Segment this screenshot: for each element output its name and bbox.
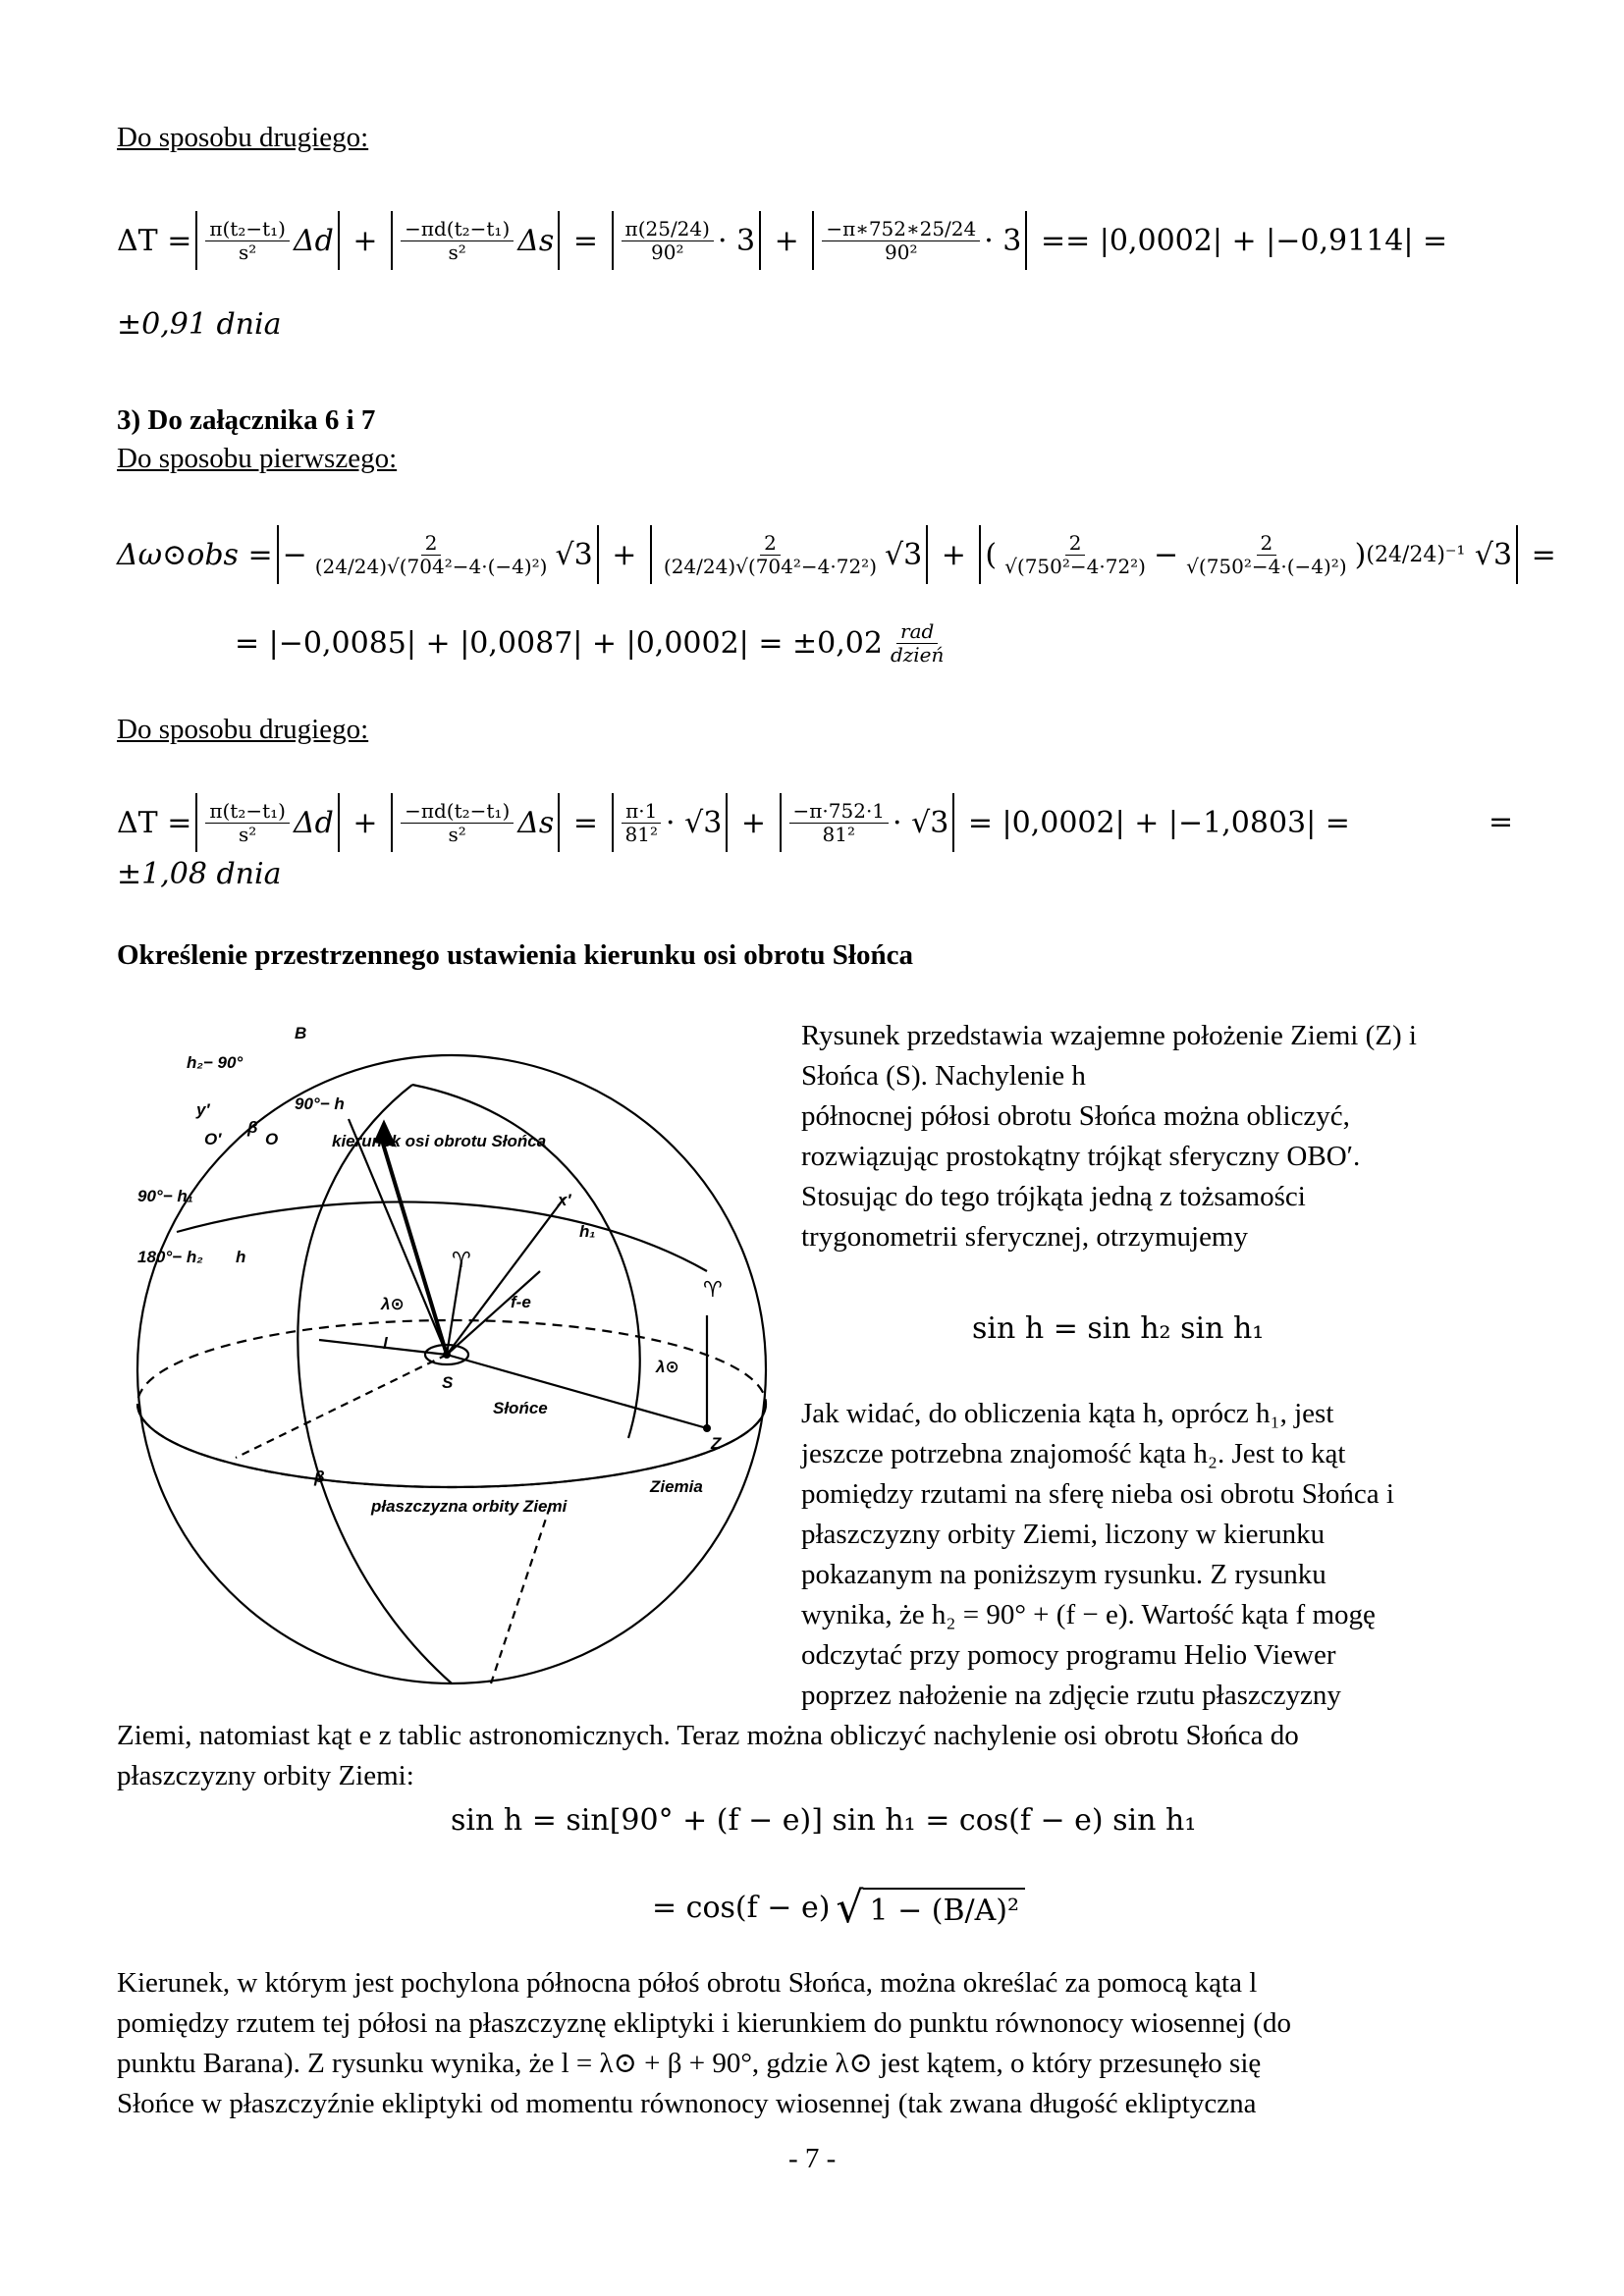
eq1-t3-den: 90²	[651, 240, 684, 264]
rotation-axis	[383, 1144, 447, 1355]
right2-line-4: płaszczyzny orbity Ziemi, liczony w kierunku	[801, 1519, 1326, 1550]
eq3-t2-var: Δs	[517, 805, 555, 840]
eq1-t4-mult: · 3	[984, 223, 1022, 258]
fig-label-S: S	[442, 1373, 454, 1392]
fig-label-Z: Z	[711, 1434, 722, 1453]
section-3-title: 3) Do załącznika 6 i 7	[117, 404, 376, 436]
right2-line-2: jeszcze potrzebna znajomość kąta h₂. Jest to kąt	[801, 1438, 1346, 1469]
formula-cos-root	[652, 1883, 1025, 1933]
formula-3-left: = cos(f − e)	[652, 1891, 831, 1925]
right-line-5: Stosując do tego trójkąta jedną z tożsamości	[801, 1181, 1306, 1212]
line-y	[349, 1119, 447, 1355]
right-column-paragraph-2	[801, 1394, 1528, 1716]
equation-delta-t-2: ΔT = $\frac{\text{π(t₂−t₁)}}{\text{s²}}$ Δd + $\frac{\text{−πd(t₂−t₁)}}{\text{s²}}$ Δs = $\frac{\pi\cdot 1}{\text{81²}}$ · √3 + $\frac{-\pi\cdot 752\cdot 1}{\text{81²}}$ · √3 = |0,0002| + |−1,0803| =	[117, 783, 1350, 862]
fig-label-B: B	[295, 1024, 307, 1042]
eq1-rhs: == |0,0002| + |−0,9114| =	[1040, 223, 1448, 258]
eq1-t4-den: 90²	[885, 240, 918, 264]
fig-label-beta-top: β	[247, 1118, 258, 1137]
formula-sin-h: sin h = sin h₂ sin h₁	[972, 1311, 1265, 1346]
ecliptic-front	[137, 1404, 766, 1487]
right-line-1: Rysunek przedstawia wzajemne położenie Ziemi (Z) i	[801, 1020, 1417, 1051]
sqrt-icon: √	[836, 1883, 864, 1933]
fig-label-plane: płaszczyzna orbity Ziemi	[371, 1497, 568, 1516]
eq1-t1-num: π(t₂−t₁)	[205, 218, 290, 241]
eq2-lhs: Δω⊙obs =	[117, 537, 273, 572]
fig-label-h1: h₁	[579, 1222, 596, 1241]
bottom-line-4: Słońce w płaszczyźnie ekliptyki od momentu równonocy wiosennej (tak zwana długość ekliptyczna	[117, 2088, 1257, 2119]
equation-delta-t-1: ΔT = $\frac{\text{π(t₂−t₁)}}{\text{s²}}$ Δd + $\frac{\text{−πd(t₂−t₁)}}{\text{s²}}$ Δs = $\frac{\pi(25/24)}{\text{90²}}$ · 3 + $\frac{-\pi∗752∗25/24}{\text{90²}}$ · 3 == |0,0002| + |−0,9114| =	[117, 201, 1447, 280]
eq1-t1-var: Δd	[293, 223, 334, 258]
full-line-2: płaszczyzny orbity Ziemi:	[117, 1760, 414, 1791]
right-line-3: północnej półosi obrotu Słońca można obliczyć,	[801, 1100, 1350, 1132]
eq2-t3b-den: √(750²−4·(−4)²)	[1186, 554, 1347, 578]
fig-aries-icon-1: ♈	[452, 1248, 471, 1272]
right-line-6: trygonometrii sferycznej, otrzymujemy	[801, 1221, 1248, 1253]
right-column-paragraph-1	[801, 1016, 1528, 1257]
eq1-t2-var: Δs	[517, 223, 555, 258]
right-line-2: Słońca (S). Nachylenie h	[801, 1060, 1086, 1092]
fig-label-lambda-1: λ⊙	[381, 1295, 405, 1313]
eq2-t1-den: (24/24)√(704²−4·(−4)²)	[314, 554, 548, 578]
fig-label-90-h1: 90°− h₁	[137, 1187, 193, 1205]
line-aries	[447, 1261, 461, 1355]
page-number: - 7 -	[788, 2143, 837, 2174]
eq2-t3a-num: 2	[1065, 532, 1086, 556]
eq1-lhs: ΔT =	[117, 223, 192, 258]
eq3-t2-num: −πd(t₂−t₁)	[401, 800, 514, 824]
right2-line-5: pokazanym na poniższym rysunku. Z rysunku	[801, 1559, 1326, 1590]
eq1-t4-num: −π∗752∗25/24	[822, 218, 980, 241]
eq1-t3-mult: · 3	[717, 223, 756, 258]
heading-first-method: Do sposobu pierwszego:	[117, 443, 398, 474]
fig-label-ziemia: Ziemia	[650, 1477, 703, 1496]
full-line-1: Ziemi, natomiast kąt e z tablic astronomicznych. Teraz można obliczyć nachylenie osi obrotu Słońca do	[117, 1720, 1299, 1751]
eq3-t1-num: π(t₂−t₁)	[205, 800, 290, 824]
fig-label-h: h	[236, 1248, 246, 1266]
eq3-t1-var: Δd	[293, 805, 334, 840]
eq2-t3-pow: (24/24)⁻¹	[1366, 542, 1466, 567]
fig-label-l: l	[383, 1334, 388, 1353]
right2-line-7: odczytać przy pomocy programu Helio Viewer	[801, 1639, 1336, 1671]
right2-line-1: Jak widać, do obliczenia kąta h, oprócz h₁, jest	[801, 1398, 1334, 1429]
eq3-t4-mult: · √3	[893, 805, 949, 840]
fig-label-x-prime: x′	[558, 1191, 571, 1209]
eq3-t1-den: s²	[239, 822, 257, 846]
eq3-t4-den: 81²	[822, 822, 855, 846]
eq3-t2-den: s²	[448, 822, 466, 846]
eq1-t2-den: s²	[448, 240, 466, 264]
bottom-line-1: Kierunek, w którym jest pochylona północna półoś obrotu Słońca, można określać za pomocą kąta l	[117, 1967, 1258, 1999]
line-beta	[236, 1355, 447, 1458]
eq2-unit-den: dzień	[890, 642, 945, 667]
fig-label-beta-bottom: β	[314, 1468, 325, 1486]
bottom-paragraph	[117, 1963, 1521, 2124]
eq2-t2-den: (24/24)√(704²−4·72²)	[663, 554, 877, 578]
eq2-t2-num: 2	[760, 532, 781, 556]
eq3-t3-mult: · √3	[666, 805, 723, 840]
full-width-paragraph	[117, 1716, 1511, 1796]
bottom-line-3: punktu Barana). Z rysunku wynika, że l = λ⊙ + β + 90°, gdzie λ⊙ jest kątem, o który przesunęło się	[117, 2048, 1262, 2079]
formula-sin-h-expanded: sin h = sin[90° + (f − e)] sin h₁ = cos(f − e) sin h₁	[451, 1803, 1197, 1838]
eq1-t3-num: π(25/24)	[622, 218, 714, 241]
equation-delta-omega: Δω⊙obs = − $\frac{2}{\text{(24/24)√(704²−4·(−4)²)}}$ √3 + $\frac{2}{\text{(24/24)√(704²−4·72²)}}$ √3 + ( $\frac{2}{\text{√(750²−4·72²)}}$ − $\frac{2}{\text{√(750²−4·(−4)²)}}$ ) (24/24)⁻¹ √3 =	[117, 515, 1556, 594]
meridian-3	[491, 1507, 550, 1683]
celestial-sphere-figure	[118, 1016, 785, 1693]
eq2-sqrt3-a: √3	[555, 537, 593, 572]
upper-circle	[177, 1201, 707, 1271]
eq3-lhs: ΔT =	[117, 805, 192, 840]
fig-label-90-h: 90°− h	[295, 1095, 345, 1113]
heading-second-method-2: Do sposobu drugiego:	[117, 714, 369, 745]
eq3-t3-den: 81²	[624, 822, 659, 846]
eq2-unit-num: rad	[896, 620, 938, 644]
fig-label-axis-direction: kierunek osi obrotu Słońca	[332, 1132, 547, 1150]
equation-delta-omega-line2	[235, 614, 951, 672]
eq1-result: ±0,91 dnia	[117, 307, 282, 342]
fig-label-O: O	[265, 1130, 279, 1148]
fig-label-slonce: Słońce	[493, 1399, 548, 1417]
sphere-diagram	[118, 1016, 785, 1693]
eq2-line2: = |−0,0085| + |0,0087| + |0,0002| = ±0,02	[235, 625, 883, 661]
meridian-2	[298, 1085, 452, 1683]
right-line-4: rozwiązując prostokątny trójkąt sferyczny OBO′.	[801, 1141, 1361, 1172]
eq3-result: ±1,08 dnia	[117, 857, 282, 891]
right2-line-8: poprzez nałożenie na zdjęcie rzutu płaszczyzny	[801, 1680, 1341, 1711]
eq1-t1-den: s²	[239, 240, 257, 264]
right2-line-3: pomiędzy rzutami na sferę nieba osi obrotu Słońca i	[801, 1478, 1394, 1510]
section-axis-title: Określenie przestrzennego ustawienia kierunku osi obrotu Słońca	[117, 939, 913, 971]
fig-label-O-prime: O′	[204, 1130, 222, 1148]
right2-line-6: wynika, że h₂ = 90° + (f − e). Wartość kąta f mogę	[801, 1599, 1376, 1630]
eq3-rhs: = |0,0002| + |−1,0803| =	[967, 805, 1350, 840]
eq2-t3b-num: 2	[1257, 532, 1277, 556]
eq2-t3a-den: √(750²−4·72²)	[1004, 554, 1146, 578]
fig-label-180-h2: 180°− h₂	[137, 1248, 203, 1266]
eq2-sqrt3-b: √3	[885, 537, 923, 572]
fig-label-h2-90: h₂− 90°	[187, 1053, 244, 1072]
heading-second-method-1: Do sposobu drugiego:	[117, 122, 369, 153]
fig-label-f-e: f-e	[511, 1293, 531, 1311]
eq3-tail: =	[1489, 805, 1514, 839]
eq2-sqrt3-c: √3	[1474, 537, 1513, 572]
fig-label-y-prime: y′	[196, 1100, 210, 1119]
line-x	[447, 1198, 565, 1355]
bottom-line-2: pomiędzy rzutem tej półosi na płaszczyznę ekliptyki i kierunkiem do punktu równonocy wiosennej (do	[117, 2007, 1291, 2039]
fig-label-lambda-2: λ⊙	[656, 1358, 679, 1376]
fig-aries-icon-2: ♈	[703, 1277, 723, 1302]
line-fe	[447, 1271, 540, 1355]
eq1-t2-num: −πd(t₂−t₁)	[401, 218, 514, 241]
eq3-t4-num: −π·752·1	[789, 800, 890, 824]
eq2-t1-num: 2	[421, 532, 442, 556]
eq3-t3-num: π·1	[622, 800, 661, 824]
formula-3-root: 1 − (B/A)²	[863, 1888, 1025, 1928]
